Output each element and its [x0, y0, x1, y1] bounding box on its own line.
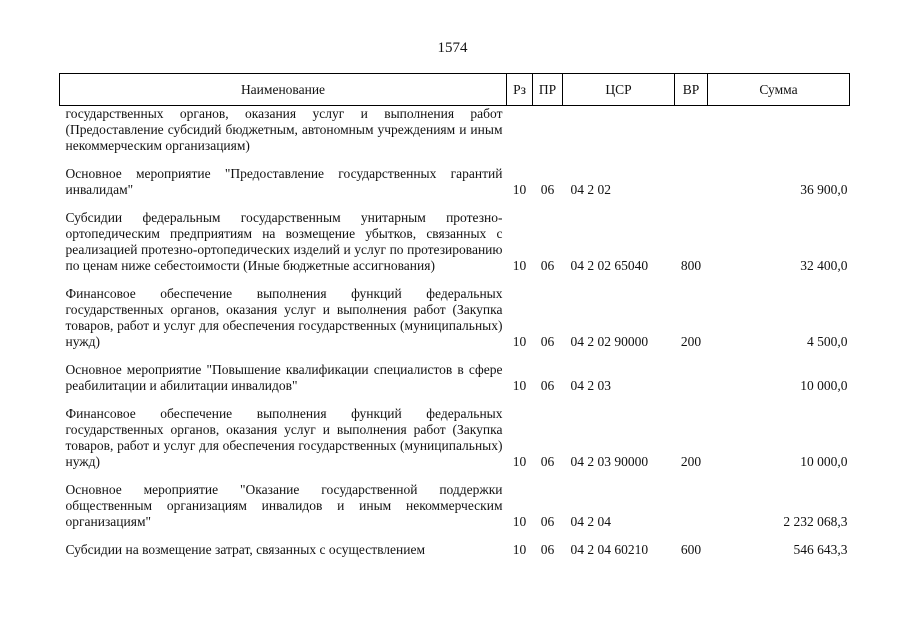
- row-pr: 06: [540, 258, 555, 273]
- header-vr: ВР: [675, 74, 708, 106]
- header-rz: Рз: [507, 74, 533, 106]
- row-name: Финансовое обеспечение выполнения функций федеральных государственных органов, оказания услуг и выполнения работ (Закупка товаров, работ и услуг для обеспечения государственных (муниципальных) нужд): [65, 406, 503, 469]
- row-vr: [675, 106, 708, 155]
- row-pr: 06: [540, 542, 555, 557]
- row-name: Основное мероприятие "Предоставление государственных гарантий инвалидам": [65, 166, 503, 197]
- row-pr: 06: [540, 182, 555, 197]
- row-sum: 32 400,0: [800, 258, 848, 273]
- row-csr: 04 2 04: [570, 514, 611, 529]
- row-sum: 2 232 068,3: [783, 514, 848, 529]
- row-csr: 04 2 03: [570, 378, 611, 393]
- row-csr: 04 2 02: [570, 182, 611, 197]
- table-header-row: [60, 74, 850, 106]
- row-csr: 04 2 02 90000: [570, 334, 649, 349]
- header-csr: ЦСР: [563, 74, 675, 106]
- row-pr: 06: [540, 454, 555, 469]
- row-csr: 04 2 04 60210: [570, 542, 649, 557]
- row-sum: 36 900,0: [800, 182, 848, 197]
- row-rz: 10: [512, 378, 527, 393]
- row-name: государственных органов, оказания услуг и выполнения работ (Предоставление субсидий бюджетным, автономным учреждениям и иным некоммерческим организациям): [65, 106, 503, 153]
- row-sum: 546 643,3: [793, 542, 848, 557]
- table-row: [60, 482, 850, 530]
- table-row: [60, 542, 850, 558]
- row-sum: 4 500,0: [807, 334, 848, 349]
- row-vr: [675, 362, 708, 394]
- row-vr: 200: [680, 454, 702, 469]
- row-vr: 200: [680, 334, 702, 349]
- table-row: [60, 406, 850, 470]
- row-rz: 10: [512, 514, 527, 529]
- row-rz: [507, 106, 533, 155]
- row-name: Основное мероприятие "Повышение квалификации специалистов в сфере реабилитации и абилитации инвалидов": [65, 362, 503, 393]
- row-vr: 800: [680, 258, 702, 273]
- row-sum: 10 000,0: [800, 378, 848, 393]
- row-rz: 10: [512, 454, 527, 469]
- header-sum: Сумма: [708, 74, 850, 106]
- row-vr: [675, 482, 708, 530]
- row-name: Финансовое обеспечение выполнения функций федеральных государственных органов, оказания услуг и выполнения работ (Закупка товаров, работ и услуг для обеспечения государственных (муниципальных) нужд): [65, 286, 503, 349]
- row-pr: [533, 106, 563, 155]
- row-rz: 10: [512, 182, 527, 197]
- table-row: [60, 166, 850, 198]
- header-name: Наименование: [60, 74, 507, 106]
- row-vr: [675, 166, 708, 198]
- row-csr: 04 2 03 90000: [570, 454, 649, 469]
- row-sum: [708, 106, 850, 155]
- table-row: [60, 106, 850, 155]
- row-csr: [563, 106, 675, 155]
- page-number: 1574: [437, 40, 468, 56]
- budget-table: [59, 73, 850, 558]
- row-name: Субсидии на возмещение затрат, связанных с осуществлением: [65, 542, 425, 557]
- header-pr: ПР: [533, 74, 563, 106]
- row-pr: 06: [540, 334, 555, 349]
- row-csr: 04 2 02 65040: [570, 258, 649, 273]
- row-rz: 10: [512, 258, 527, 273]
- row-name: Основное мероприятие "Оказание государственной поддержки общественным организациям инвалидов и иным некоммерческим организациям": [65, 482, 503, 529]
- row-sum: 10 000,0: [800, 454, 848, 469]
- table-row: [60, 286, 850, 350]
- table-row: [60, 362, 850, 394]
- row-pr: 06: [540, 378, 555, 393]
- table-row: [60, 210, 850, 274]
- row-rz: 10: [512, 542, 527, 557]
- row-rz: 10: [512, 334, 527, 349]
- row-pr: 06: [540, 514, 555, 529]
- row-vr: 600: [680, 542, 702, 557]
- row-name: Субсидии федеральным государственным унитарным протезно-ортопедическим предприятиям на возмещение убытков, связанных с реализацией протезно-ортопедических изделий и услуг по протезированию по ценам ниже себестоимости (Иные бюджетные ассигнования): [65, 210, 503, 273]
